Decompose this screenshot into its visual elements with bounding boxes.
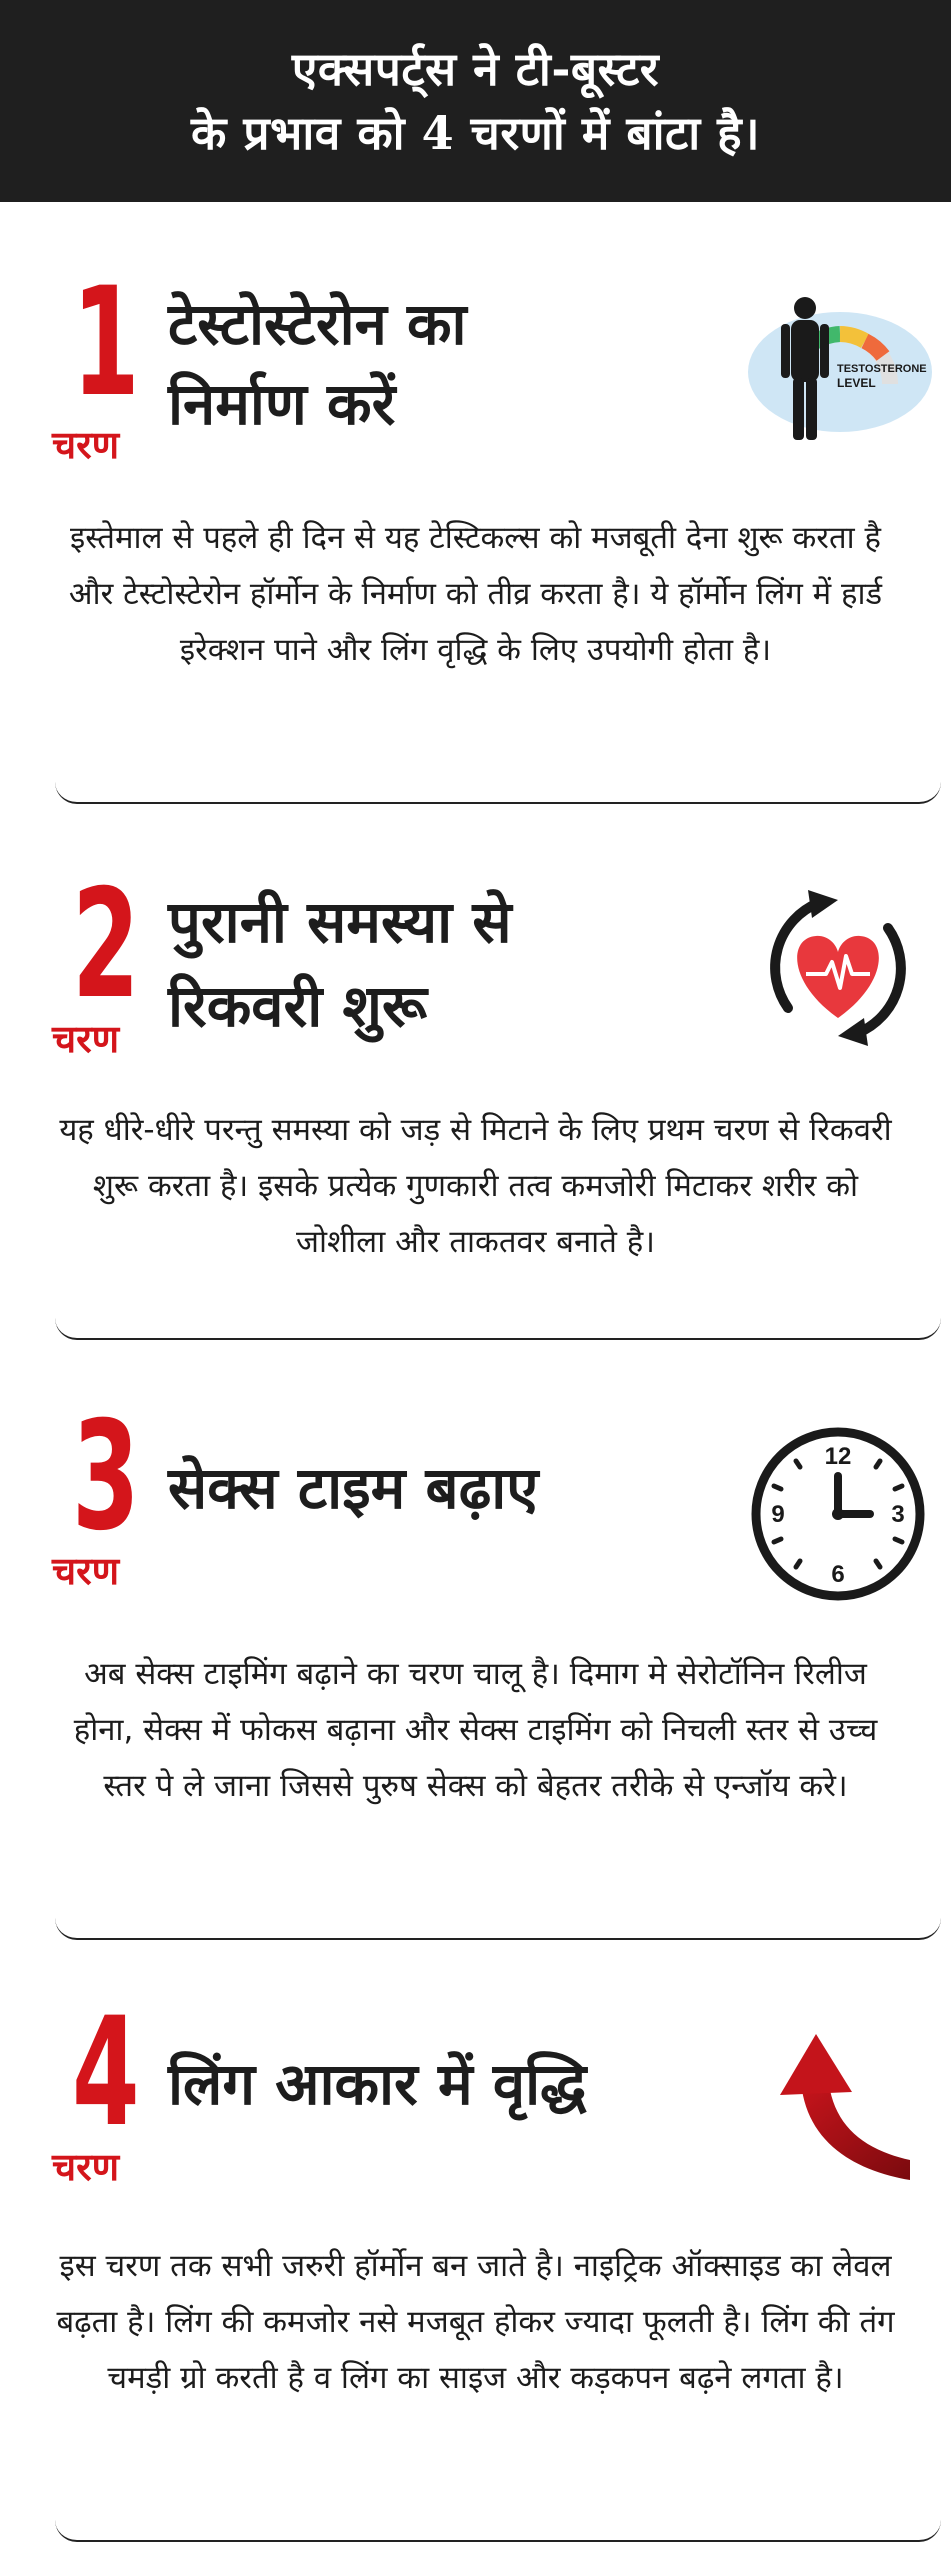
section-divider [55, 2514, 941, 2542]
curved-arrow-up-icon [760, 2020, 930, 2194]
step-title-line-2: निर्माण करें [168, 370, 396, 438]
clock-number-3: 3 [891, 1501, 905, 1528]
heart-recovery-icon [748, 878, 928, 1062]
icon-label-2: LEVEL [837, 376, 876, 390]
step-charan-label: चरण [52, 1017, 120, 1061]
clock-number-12: 12 [824, 1443, 852, 1470]
step-number: 2 [72, 858, 140, 1032]
step-title-line-1: सेक्स टाइम बढ़ाए [168, 1454, 539, 1522]
step-description: इस्तेमाल से पहले ही दिन से यह टेस्टिकल्स को मजबूती देना शुरू करता है और टेस्टोस्टेरोन हॉर्मोन के निर्माण को तीव्र करता है। ये हॉर्मोन लिंग में हार्ड इरेक्शन पाने और लिंग वृद्धि के लिए उपयोगी होता है। [68, 520, 883, 668]
step-description: यह धीरे-धीरे परन्तु समस्या को जड़ से मिटाने के लिए प्रथम चरण से रिकवरी शुरू करता है। इसके प्रत्येक गुणकारी तत्व कमजोरी मिटाकर शरीर को जोशीला और ताकतवर बनाते है। [59, 1112, 892, 1260]
step-charan-label: चरण [52, 423, 120, 467]
header-title-line-2: के प्रभाव को 4 चरणों में बांटा है। [190, 106, 761, 160]
step-charan-label: चरण [52, 1549, 120, 1593]
step-title-line-1: टेस्टोस्टेरोन का [168, 290, 467, 358]
header-title-line-1: एक्सपर्ट्स ने टी-बूस्टर [291, 42, 660, 96]
testosterone-level-icon [745, 294, 935, 446]
step-charan-label: चरण [52, 2145, 120, 2189]
section-divider [55, 1912, 941, 1940]
page-header [0, 0, 951, 202]
step-title-line-1: लिंग आकार में वृद्धि [168, 2050, 587, 2118]
step-description: इस चरण तक सभी जरुरी हॉर्मोन बन जाते है। नाइट्रिक ऑक्साइड का लेवल बढ़ता है। लिंग की कमजोर नसे मजबूत होकर ज्यादा फूलती है। लिंग की तंग चमड़ी ग्रो करती है व लिंग का साइज और कड़कपन बढ़ने लगता है। [56, 2248, 895, 2396]
step-number: 3 [72, 1390, 140, 1564]
step-title-line-1: पुरानी समस्या से [168, 888, 512, 956]
step-number: 4 [72, 1986, 140, 2160]
clock-number-6: 6 [831, 1561, 845, 1588]
section-divider [55, 1312, 941, 1340]
section-divider [55, 776, 941, 804]
clock-icon [748, 1424, 928, 1608]
step-number: 1 [72, 256, 140, 430]
clock-number-9: 9 [771, 1501, 785, 1528]
step-description: अब सेक्स टाइमिंग बढ़ाने का चरण चालू है। दिमाग मे सेरोटॉनिन रिलीज होना, सेक्स में फोकस बढ़ाना और सेक्स टाइमिंग को निचली स्तर से उच्च स्तर पे ले जाना जिससे पुरुष सेक्स को बेहतर तरीके से एन्जॉय करे। [73, 1656, 878, 1804]
step-title-line-2: रिकवरी शुरू [168, 972, 427, 1040]
icon-label-1: TESTOSTERONE [837, 363, 927, 375]
